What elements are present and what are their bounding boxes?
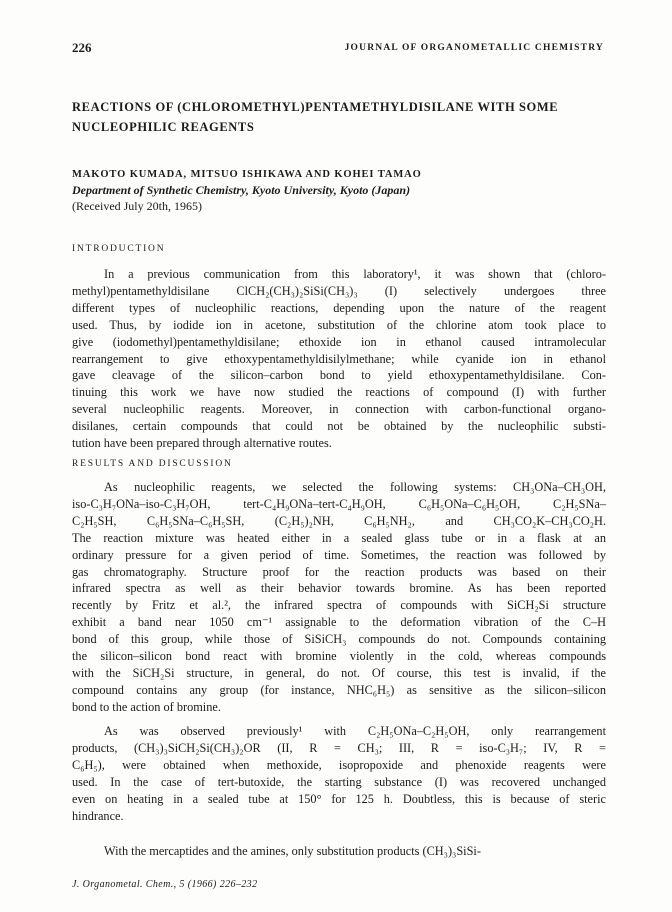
text-line: As was observed previously¹ with C₂H₅ONa–C₂H₅OH, only rearrangement: [104, 724, 606, 738]
text-line: rearrangement to give ethoxypentamethyldisilylmethane; while cyanide ion in ethanol: [72, 351, 606, 366]
results-paragraph-3: [72, 843, 606, 860]
text-line: tution have been prepared through alternative routes.: [72, 436, 332, 451]
title-line: NUCLEOPHILIC REAGENTS: [72, 120, 255, 134]
text-line: infrared spectra as well as their behavior towards bromine. As has been reported: [72, 581, 606, 596]
text-line: disilanes, certain compounds that could not be obtained by the nucleophilic substi-: [72, 419, 606, 434]
authors: MAKOTO KUMADA, MITSUO ISHIKAWA AND KOHEI TAMAO: [72, 169, 422, 180]
text-line: with the SiCH₂Si structure, in general, do not. Of course, this test is invalid, if the: [72, 665, 606, 680]
text-line: C₆H₅), were obtained when methoxide, isopropoxide and phenoxide reagents were: [72, 757, 606, 772]
text-line: the silicon–silicon bond react with bromine violently in the cold, whereas compounds: [72, 649, 606, 664]
text-line: even on heating in a sealed tube at 150° for 125 h. Doubtless, this is because of steric: [72, 791, 606, 806]
text-line: bond of this group, while those of SiSiCH₃ compounds do not. Compounds containing: [72, 632, 606, 647]
text-line: give (iodomethyl)pentamethyldisilane; ethoxide ion in ethanol caused intramolecular: [72, 334, 606, 349]
text-line: different types of nucleophilic reactions, depending upon the nature of the reagent: [72, 300, 606, 315]
text-line: tinuing this work we have now studied the reactions of compound (I) with further: [72, 385, 606, 400]
text-line: compound contains any group (for instance, NHC₆H₅) as sensitive as the silicon–silicon: [72, 682, 606, 697]
text-line: used. In the case of tert-butoxide, the starting substance (I) was recovered unchanged: [72, 774, 606, 789]
text-line: iso-C₃H₇ONa–iso-C₃H₇OH, tert-C₄H₉ONa–tert-C₄H₉OH, C₆H₅ONa–C₆H₅OH, C₂H₅SNa–: [72, 496, 606, 511]
text-line: products, (CH₃)₃SiCH₂Si(CH₃)₂OR (II, R = CH₃; III, R = iso-C₃H₇; IV, R =: [72, 740, 606, 755]
title-line: REACTIONS OF (CHLOROMETHYL)PENTAMETHYLDISILANE WITH SOME: [72, 100, 559, 114]
text-line: With the mercaptides and the amines, only substitution products (CH₃)₃SiSi-: [104, 844, 481, 858]
text-line: methyl)pentamethyldisilane ClCH₂(CH₃)₂SiSi(CH₃)₃ (I) selectively undergoes three: [72, 283, 606, 298]
text-line: gas chromatography. Structure proof for the reaction products was based on their: [72, 564, 606, 579]
introduction-paragraph: [72, 266, 606, 452]
results-heading: RESULTS AND DISCUSSION: [72, 459, 233, 469]
journal-footer: J. Organometal. Chem., 5 (1966) 226–232: [72, 879, 258, 890]
article-title: [72, 97, 612, 137]
text-line: gave cleavage of the silicon–carbon bond to yield ethoxypentamethyldisilane. Con-: [72, 368, 606, 383]
running-head: JOURNAL OF ORGANOMETALLIC CHEMISTRY: [344, 43, 604, 53]
text-line: ordinary pressure for a given period of time. Sometimes, the reaction was followed by: [72, 547, 606, 562]
results-paragraph-1: [72, 479, 606, 716]
text-line: In a previous communication from this laboratory¹, it was shown that (chloro-: [104, 267, 606, 281]
text-line: The reaction mixture was heated either in a sealed glass tube or in a flask at an: [72, 530, 606, 545]
text-line: hindrance.: [72, 808, 124, 823]
text-line: used. Thus, by iodide ion in acetone, substitution of the chlorine atom took place to: [72, 317, 606, 332]
text-line: As nucleophilic reagents, we selected the following systems: CH₃ONa–CH₃OH,: [104, 480, 606, 494]
text-line: bond to the action of bromine.: [72, 699, 221, 714]
text-line: C₂H₅SH, C₆H₅SNa–C₆H₅SH, (C₂H₅)₂NH, C₆H₅NH₂, and CH₃CO₂K–CH₃CO₂H.: [72, 513, 606, 528]
results-paragraph-2: [72, 723, 606, 824]
received-date: (Received July 20th, 1965): [72, 199, 202, 213]
text-line: several nucleophilic reagents. Moreover, in connection with carbon-functional organo-: [72, 402, 606, 417]
page-number: 226: [72, 40, 92, 55]
text-line: exhibit a band near 1050 cm⁻¹ assignable to the deformation vibration of the C–H: [72, 615, 606, 630]
affiliation: Department of Synthetic Chemistry, Kyoto University, Kyoto (Japan): [72, 183, 411, 197]
introduction-heading: INTRODUCTION: [72, 244, 166, 254]
text-line: recently by Fritz et al.², the infrared spectra of compounds with SiCH₂Si structure: [72, 598, 606, 613]
